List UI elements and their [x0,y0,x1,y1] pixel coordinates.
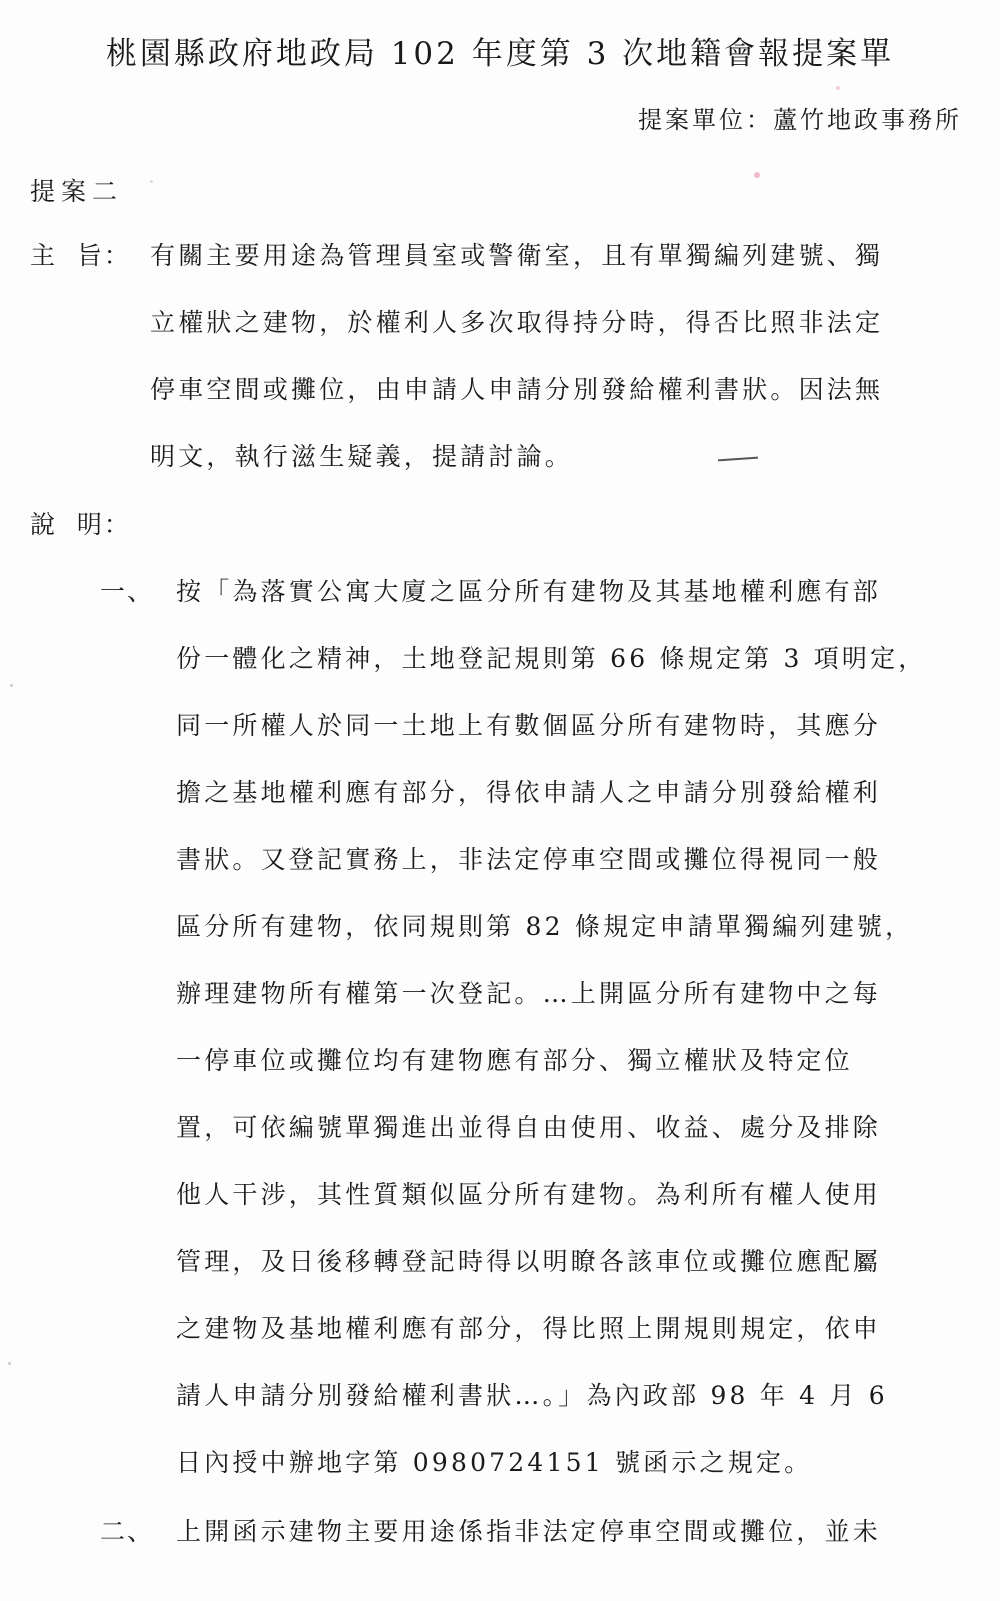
item-line: 之建物及基地權利應有部分，得比照上開規則規定，依申 [176,1314,882,1343]
subject-label: 主 旨： [30,241,131,270]
item-number: 二、 [100,1517,155,1546]
subject-line: 立權狀之建物，於權利人多次取得持分時，得否比照非法定 [150,308,884,337]
pen-mark [718,457,758,462]
document-title: 桃園縣政府地政局 102 年度第 3 次地籍會報提案單 [105,36,895,72]
subject-line: 明文，執行滋生疑義，提請討論。 [150,442,574,471]
item-line: 上開函示建物主要用途係指非法定停車空間或攤位，並未 [176,1517,882,1546]
proposing-unit: 提案單位：蘆竹地政事務所 [638,106,962,134]
scan-speck [836,86,840,90]
scan-speck [150,180,153,183]
item-line: 書狀。又登記實務上，非法定停車空間或攤位得視同一般 [176,845,882,874]
item-line: 他人干涉，其性質類似區分所有建物。為利所有權人使用 [176,1180,882,1209]
item-number: 一、 [100,577,155,606]
subject-line: 有關主要用途為管理員室或警衛室，且有單獨編列建號、獨 [150,241,884,270]
item-line: 日內授中辦地字第 0980724151 號函示之規定。 [176,1448,813,1477]
scan-speck [8,1362,11,1365]
item-line: 份一體化之精神，土地登記規則第 66 條規定第 3 項明定， [176,644,927,673]
item-line: 區分所有建物，依同規則第 82 條規定申請單獨編列建號， [176,912,914,941]
item-line: 置，可依編號單獨進出並得自由使用、收益、處分及排除 [176,1113,882,1142]
item-line: 管理，及日後移轉登記時得以明瞭各該車位或攤位應配屬 [176,1247,882,1276]
item-line: 請人申請分別發給權利書狀…。」為內政部 98 年 4 月 6 [176,1381,888,1410]
proposal-number: 提案二 [30,177,124,206]
item-line: 按「為落實公寓大廈之區分所有建物及其基地權利應有部 [176,577,882,606]
scan-speck [754,172,760,178]
explanation-label: 說 明： [30,510,131,539]
item-line: 一停車位或攤位均有建物應有部分、獨立權狀及特定位 [176,1046,853,1075]
item-line: 辦理建物所有權第一次登記。…上開區分所有建物中之每 [176,979,882,1008]
scan-speck [10,684,13,687]
item-line: 同一所權人於同一土地上有數個區分所有建物時，其應分 [176,711,882,740]
item-line: 擔之基地權利應有部分，得依申請人之申請分別發給權利 [176,778,882,807]
subject-line: 停車空間或攤位，由申請人申請分別發給權利書狀。因法無 [150,375,884,404]
